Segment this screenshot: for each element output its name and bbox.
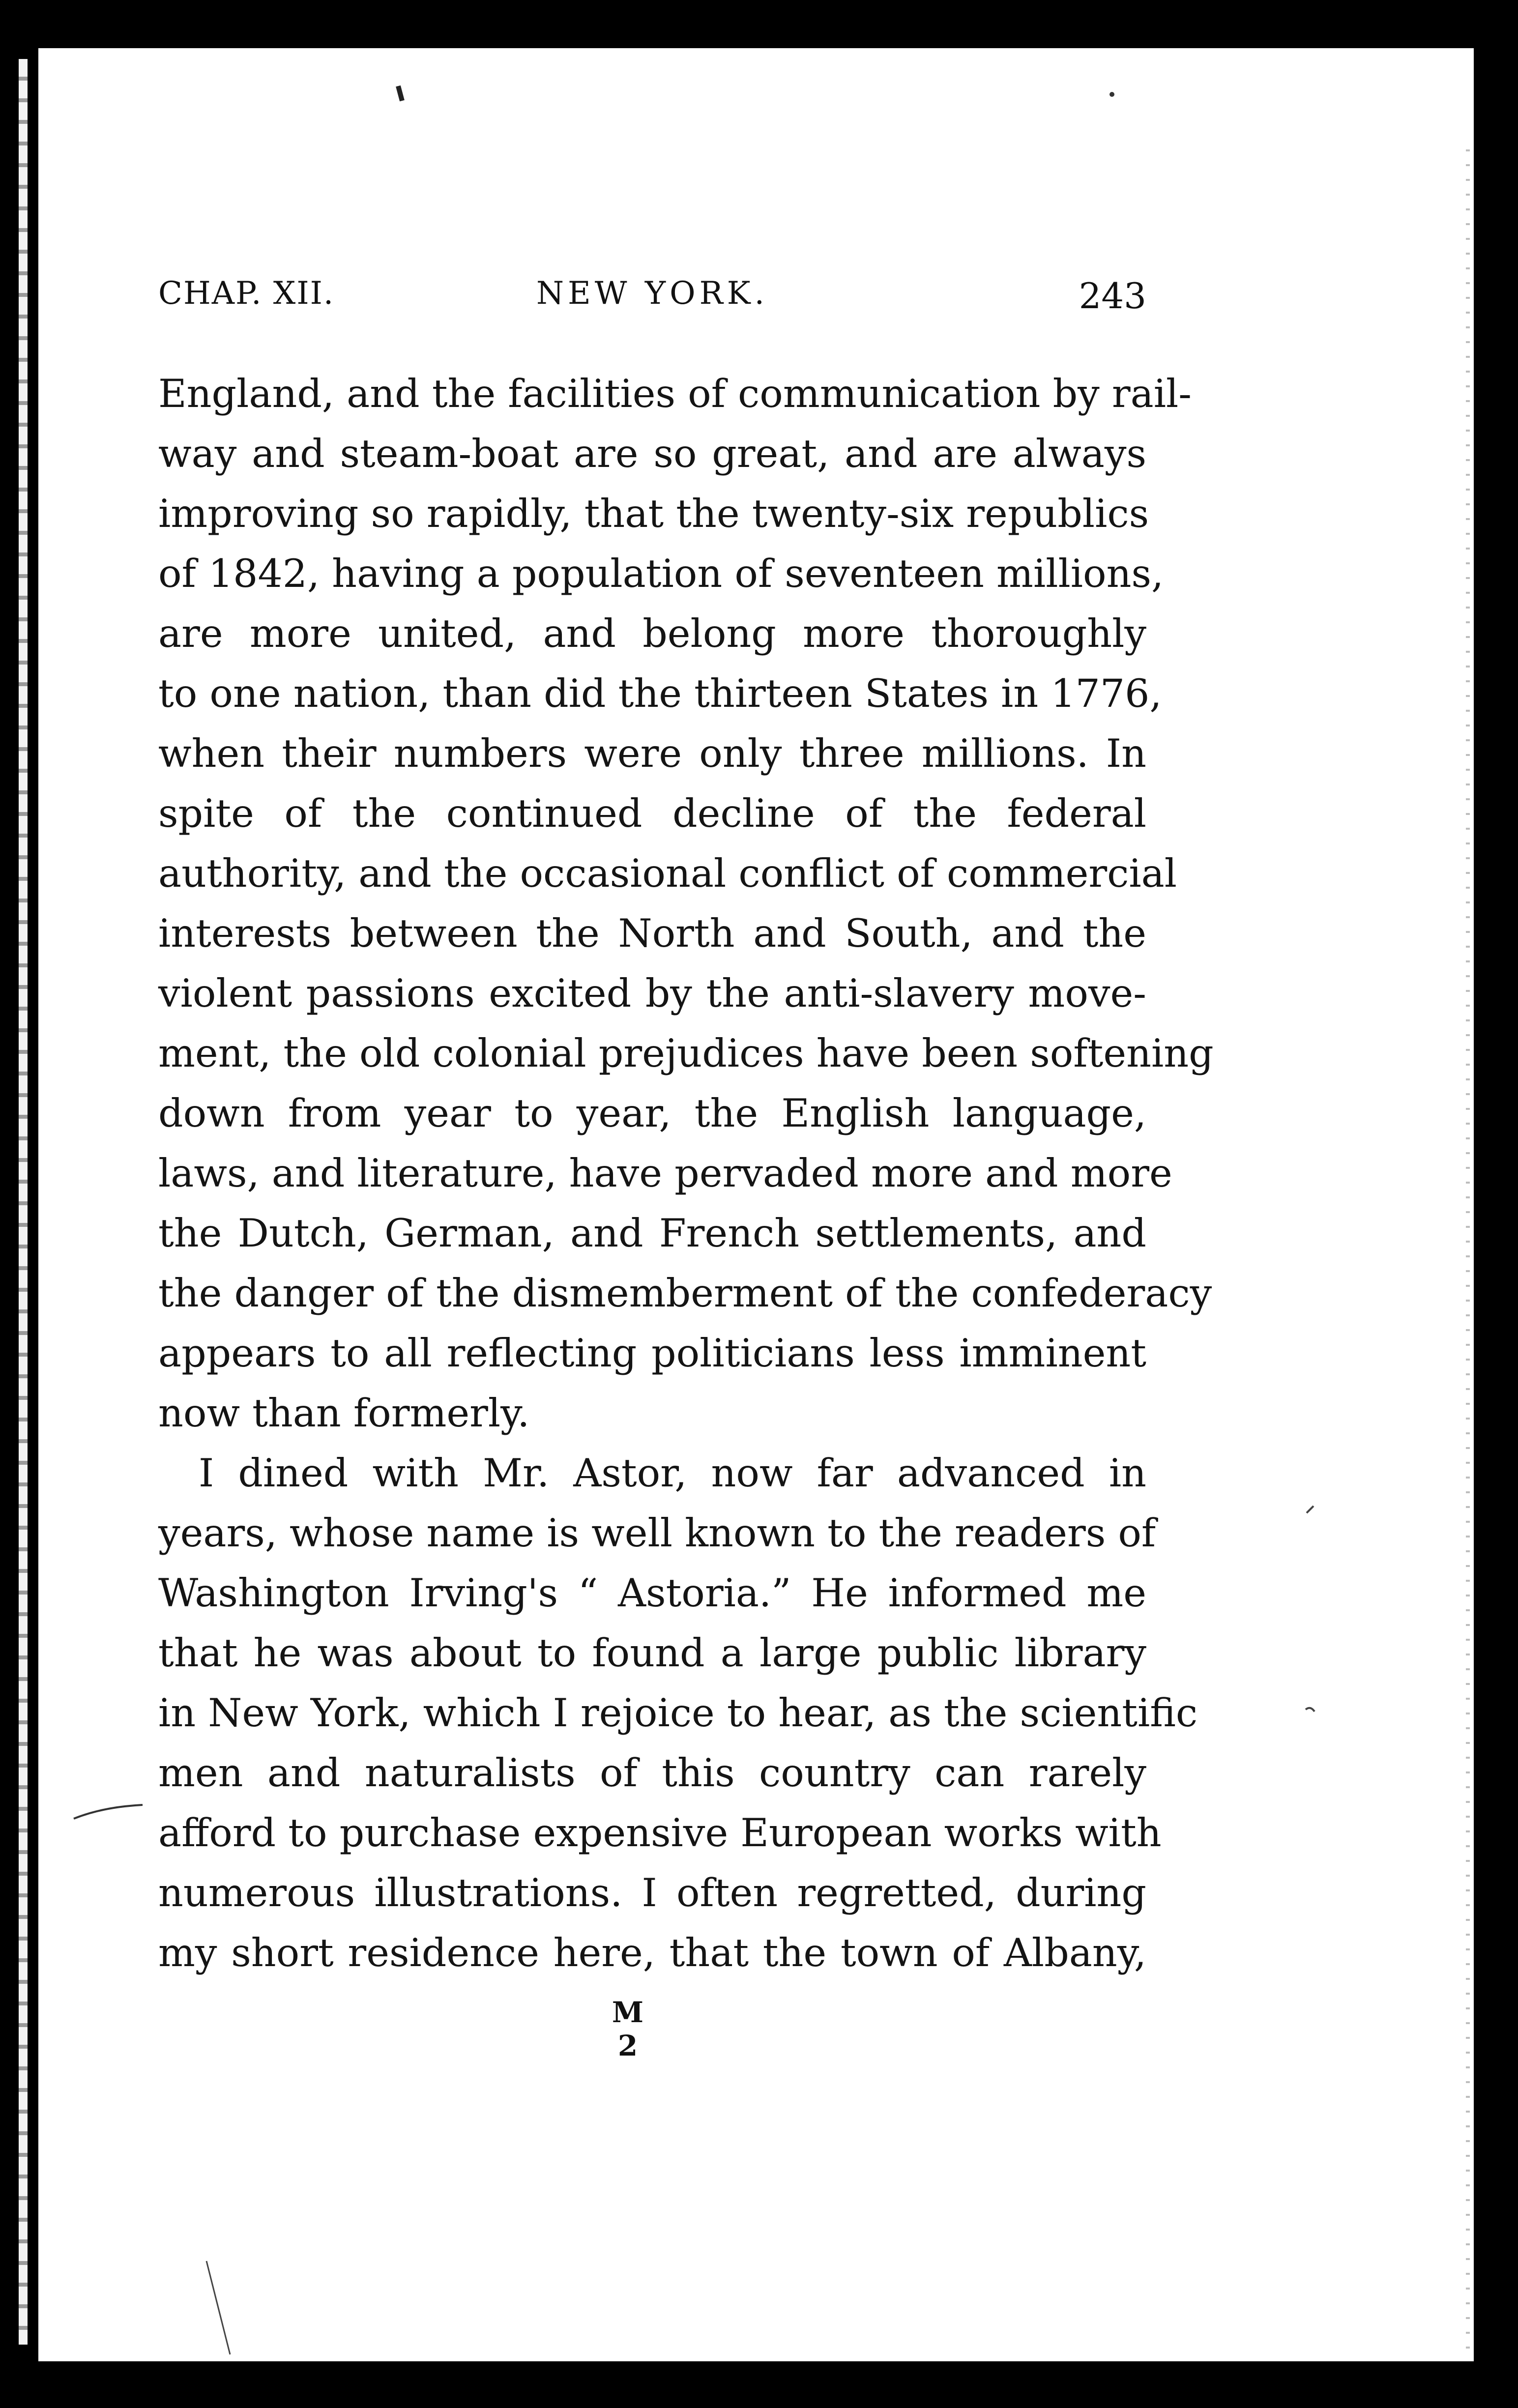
text-line: spite of the continued decline of the federal [158, 791, 1146, 836]
pen-stroke-bottom [206, 2261, 230, 2354]
text-line: now than formerly. [158, 1391, 530, 1436]
text-line: years, whose name is well known to the readers of [158, 1510, 1156, 1556]
signature-mark: M 2 [612, 1996, 657, 2062]
text-line: of 1842, having a population of seventeen millions, [158, 551, 1164, 596]
text-line: numerous illustrations. I often regretted, during [158, 1870, 1146, 1915]
speck-right-margin [1307, 1506, 1314, 1513]
text-line: the danger of the dismemberment of the confederacy [158, 1271, 1212, 1316]
speck-right-margin-2 [1306, 1708, 1314, 1712]
page-number: 243 [1079, 275, 1146, 317]
text-line: way and steam-boat are so great, and are always [158, 431, 1146, 476]
text-line: afford to purchase expensive European works with [158, 1810, 1162, 1856]
text-line: in New York, which I rejoice to hear, as the scientific [158, 1690, 1198, 1736]
text-line: interests between the North and South, and the [158, 911, 1146, 956]
text-line: England, and the facilities of communication by rail- [158, 371, 1192, 416]
running-title: NEW YORK. [536, 275, 768, 312]
text-line: when their numbers were only three millions. In [158, 731, 1146, 776]
paragraph-2 [158, 1443, 1198, 1983]
text-line: improving so rapidly, that the twenty-six republics [158, 491, 1149, 536]
text-line: violent passions excited by the anti-slavery move- [158, 971, 1146, 1016]
speck-top-right [1109, 92, 1114, 97]
text-line: the Dutch, German, and French settlements, and [158, 1211, 1146, 1256]
speck-top-left [398, 86, 402, 101]
paragraph-1 [158, 364, 1214, 1443]
text-line: laws, and literature, have pervaded more and more [158, 1151, 1172, 1196]
pen-stroke-margin [74, 1805, 143, 1819]
text-line: my short residence here, that the town of Albany, [158, 1930, 1146, 1975]
text-line: are more united, and belong more thoroughly [158, 611, 1146, 656]
text-line: Washington Irving's “ Astoria.” He informed me [158, 1570, 1146, 1616]
text-line: appears to all reflecting politicians less imminent [158, 1331, 1146, 1376]
text-line: authority, and the occasional conflict of commercial [158, 851, 1177, 896]
text-line: I dined with Mr. Astor, now far advanced in [199, 1451, 1146, 1496]
text-line: men and naturalists of this country can rarely [158, 1750, 1146, 1796]
text-line: to one nation, than did the thirteen States in 1776, [158, 671, 1162, 716]
text-line: that he was about to found a large public library [158, 1630, 1146, 1676]
text-line: down from year to year, the English language, [158, 1091, 1146, 1136]
chapter-label: CHAP. XII. [158, 275, 335, 312]
running-header [158, 275, 1146, 344]
text-line: ment, the old colonial prejudices have been softening [158, 1031, 1214, 1076]
page-body [158, 364, 1214, 1975]
